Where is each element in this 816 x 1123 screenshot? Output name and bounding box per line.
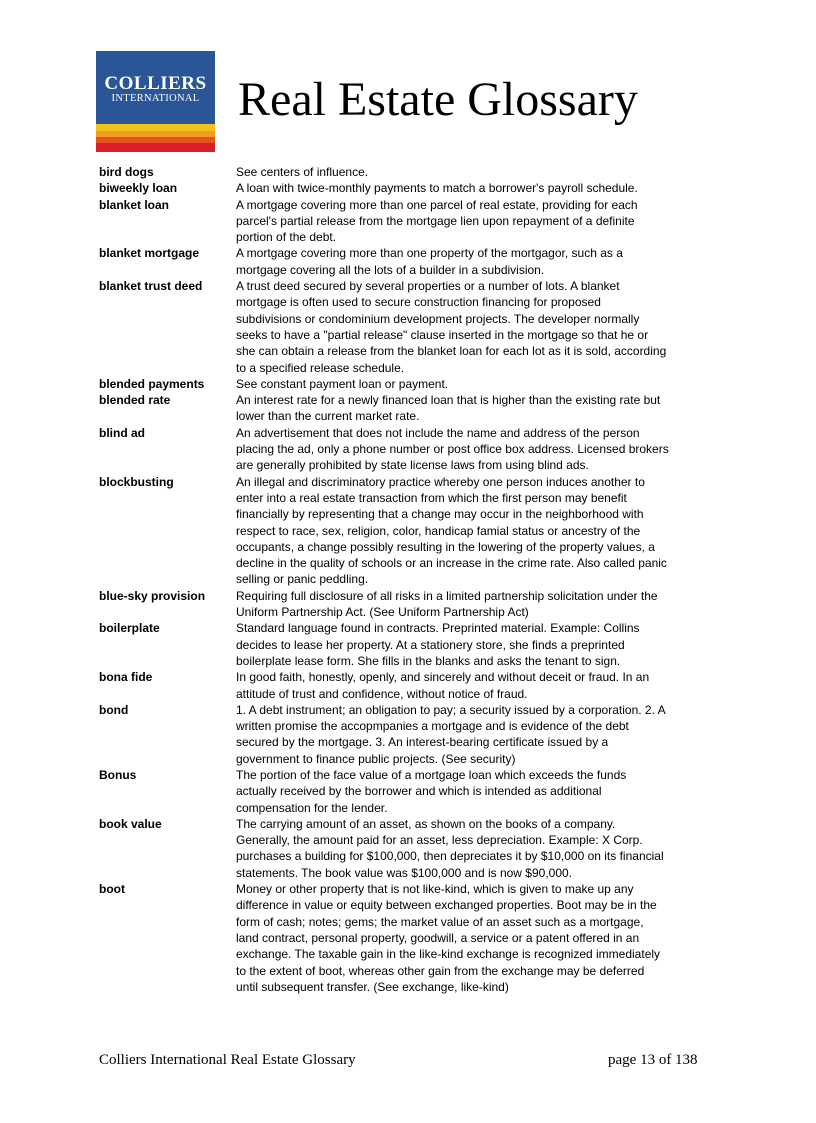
definition-line: respect to race, sex, religion, color, handicap famial status or ancestry of the — [236, 523, 641, 538]
glossary-term: blended payments — [99, 376, 205, 391]
page-number: page 13 of 138 — [608, 1052, 698, 1068]
definition-line: she can obtain a release from the blanket loan for each lot as it is sold, according — [236, 344, 667, 359]
glossary-entry — [99, 881, 739, 995]
definition-line: written promise the accopmpanies a mortgage and is evidence of the debt — [236, 719, 629, 734]
definition-line: until subsequent transfer. (See exchange, like-kind) — [236, 979, 509, 994]
definition-line: difference in value or equity between exchanged properties. Boot may be in the — [236, 898, 657, 913]
definition-line: decline in the quality of schools or an increase in the crime rate. Also called panic — [236, 556, 667, 571]
glossary-entry — [99, 376, 739, 392]
glossary-list — [99, 164, 739, 995]
definition-line: mortgage is often used to secure construction financing for proposed — [236, 295, 601, 310]
glossary-entry — [99, 164, 739, 180]
definition-line: Money or other property that is not like-kind, which is given to make up any — [236, 882, 634, 897]
glossary-definition — [236, 425, 718, 474]
definition-line: statements. The book value was $100,000 and is now $90,000. — [236, 865, 573, 880]
definition-line: boilerplate lease form. She fills in the blanks and asks the tenant to sign. — [236, 653, 621, 668]
glossary-entry — [99, 425, 739, 474]
glossary-entry — [99, 702, 739, 767]
definition-line: A mortgage covering more than one property of the mortgagor, such as a — [236, 246, 623, 261]
glossary-term: boilerplate — [99, 621, 160, 636]
definition-line: Requiring full disclosure of all risks in a limited partnership solicitation under the — [236, 588, 658, 603]
definition-line: to a specified release schedule. — [236, 360, 405, 375]
glossary-definition — [236, 816, 718, 881]
glossary-term: blanket mortgage — [99, 246, 200, 261]
glossary-entry — [99, 245, 739, 278]
glossary-definition — [236, 278, 718, 376]
logo-line1: COLLIERS — [104, 73, 207, 94]
definition-line: A mortgage covering more than one parcel of real estate, providing for each — [236, 197, 638, 212]
glossary-term: blanket trust deed — [99, 279, 203, 294]
definition-line: secured by the mortgage. 3. An interest-bearing certificate issued by a — [236, 735, 609, 750]
glossary-definition — [236, 180, 718, 196]
definition-line: are generally prohibited by state license laws from using blind ads. — [236, 458, 589, 473]
definition-line: lower than the current market rate. — [236, 409, 420, 424]
glossary-term: blockbusting — [99, 474, 174, 489]
glossary-entry — [99, 588, 739, 621]
definition-line: The carrying amount of an asset, as shown on the books of a company. — [236, 816, 616, 831]
definition-line: subdivisions or condominium development projects. The developer normally — [236, 311, 640, 326]
definition-line: Standard language found in contracts. Preprinted material. Example: Collins — [236, 621, 640, 636]
definition-line: An interest rate for a newly financed loan that is higher than the existing rate but — [236, 393, 661, 408]
definition-line: decides to lease her property. At a stationery store, she finds a preprinted — [236, 637, 625, 652]
definition-line: The portion of the face value of a mortgage loan which exceeds the funds — [236, 767, 627, 782]
definition-line: seeks to have a "partial release" clause inserted in the mortgage so that he or — [236, 327, 649, 342]
definition-line: parcel's partial release from the mortgage lien upon repayment of a definite — [236, 213, 635, 228]
glossary-term: biweekly loan — [99, 181, 178, 196]
glossary-term: bird dogs — [99, 165, 154, 179]
definition-line: purchases a building for $100,000, then depreciates it by $10,000 on its financial — [236, 849, 664, 864]
logo-line2: INTERNATIONAL — [111, 93, 200, 104]
glossary-definition — [236, 392, 718, 425]
definition-line: An illegal and discriminatory practice whereby one person induces another to — [236, 474, 645, 489]
glossary-definition — [236, 588, 718, 621]
glossary-term: blanket loan — [99, 197, 170, 212]
glossary-entry — [99, 620, 739, 669]
definition-line: land contract, personal property, goodwill, a service or a patent offered in an — [236, 930, 640, 945]
glossary-definition — [236, 767, 718, 816]
definition-line: 1. A debt instrument; an obligation to pay; a security issued by a corporation. 2. A — [236, 702, 666, 717]
definition-line: compensation for the lender. — [236, 800, 388, 815]
glossary-entry — [99, 474, 739, 588]
glossary-term: bona fide — [99, 670, 153, 685]
definition-line: An advertisement that does not include the name and address of the person — [236, 425, 640, 440]
glossary-definition — [236, 164, 718, 180]
glossary-term: blind ad — [99, 425, 145, 440]
definition-line: selling or panic peddling. — [236, 572, 369, 587]
glossary-definition — [236, 881, 718, 995]
definition-line: enter into a real estate transaction from which the first person may benefit — [236, 490, 627, 505]
definition-line: Generally, the amount paid for an asset, less depreciation. Example: X Corp. — [236, 833, 643, 848]
glossary-entry — [99, 180, 739, 196]
glossary-definition — [236, 669, 718, 702]
glossary-definition — [236, 620, 718, 669]
definition-line: See centers of influence. — [236, 165, 369, 179]
definition-line: See constant payment loan or payment. — [236, 376, 449, 391]
definition-line: to the extent of boot, whereas other gain from the exchange may be deferred — [236, 963, 645, 978]
definition-line: form of cash; notes; gems; the market value of an asset such as a mortgage, — [236, 914, 644, 929]
glossary-definition — [236, 702, 718, 767]
definition-line: exchange. The taxable gain in the like-kind exchange is recognized immediately — [236, 947, 661, 962]
glossary-definition — [236, 474, 718, 588]
glossary-entry — [99, 278, 739, 376]
glossary-term: blue-sky provision — [99, 588, 206, 603]
definition-line: attitude of trust and confidence, without notice of fraud. — [236, 686, 528, 701]
definition-line: mortgage covering all the lots of a builder in a subdivision. — [236, 262, 545, 277]
glossary-term: blended rate — [99, 393, 171, 408]
logo-stripe-red — [96, 143, 215, 152]
glossary-definition — [236, 376, 718, 392]
definition-line: In good faith, honestly, openly, and sincerely and without deceit or fraud. In an — [236, 670, 650, 685]
logo-stripe-yellow — [96, 124, 215, 131]
definition-line: portion of the debt. — [236, 230, 337, 245]
glossary-term: Bonus — [99, 767, 137, 782]
glossary-entry — [99, 197, 739, 246]
colliers-logo — [96, 51, 215, 152]
glossary-term: bond — [99, 702, 129, 717]
definition-line: A trust deed secured by several properties or a number of lots. A blanket — [236, 279, 620, 294]
definition-line: financially by representing that a change may occur in the neighborhood with — [236, 507, 644, 522]
definition-line: actually received by the borrower and which is intended as additional — [236, 784, 602, 799]
glossary-entry — [99, 669, 739, 702]
glossary-definition — [236, 245, 718, 278]
glossary-definition — [236, 197, 718, 246]
glossary-entry — [99, 392, 739, 425]
glossary-term: book value — [99, 816, 162, 831]
glossary-term: boot — [99, 882, 125, 897]
glossary-entry — [99, 816, 739, 881]
page-title: Real Estate Glossary — [238, 73, 638, 126]
glossary-entry — [99, 767, 739, 816]
definition-line: placing the ad, only a phone number or post office box address. Licensed brokers — [236, 442, 669, 457]
definition-line: occupants, a change possibly resulting in the lowering of the property values, a — [236, 539, 655, 554]
footer-title: Colliers International Real Estate Glossary — [99, 1052, 356, 1068]
definition-line: A loan with twice-monthly payments to match a borrower's payroll schedule. — [236, 181, 638, 196]
definition-line: government to finance public projects. (See security) — [236, 751, 516, 766]
definition-line: Uniform Partnership Act. (See Uniform Partnership Act) — [236, 605, 529, 620]
